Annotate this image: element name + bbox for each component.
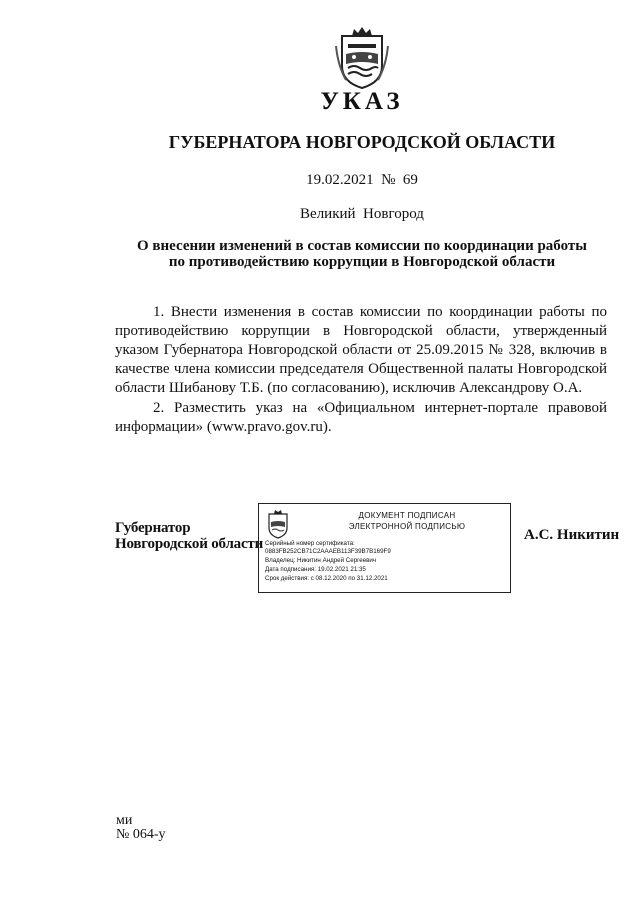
stamp-serial-number: 0883FB252CB71C2AAAEB113F39B7B169F9 <box>265 548 391 555</box>
signer-position <box>115 520 263 552</box>
stamp-owner: Владелец: Никитин Андрей Сергеевич <box>265 557 377 564</box>
document-issuer: ГУБЕРНАТОРА НОВГОРОДСКОЙ ОБЛАСТИ <box>168 132 556 152</box>
document-date-number: 19.02.2021 № 69 <box>306 172 418 188</box>
stamp-validity: Срок действия: с 08.12.2020 по 31.12.2021 <box>265 575 388 582</box>
document-type: УКАЗ <box>320 88 404 115</box>
footer-initials: ми <box>116 813 133 828</box>
stamp-heading <box>307 510 507 532</box>
stamp-coat-of-arms-icon <box>265 509 291 539</box>
document-footer <box>116 814 166 842</box>
body-paragraph-2: 2. Разместить указ на «Официальном интернет-портале правовой информации» (www.pravo.gov.ru). <box>115 400 607 435</box>
electronic-signature-stamp <box>258 503 511 593</box>
stamp-serial-label: Серийный номер сертификата: <box>265 540 355 547</box>
document-city: Великий Новгород <box>300 206 424 222</box>
document-title-line: О внесении изменений в состав комиссии по координации работы <box>137 238 587 254</box>
novgorod-coat-of-arms-icon <box>334 26 390 90</box>
document-title <box>120 238 604 270</box>
document-title-line: по противодействию коррупции в Новгородской области <box>168 254 556 270</box>
signer-name: А.С. Никитин <box>524 527 620 543</box>
signer-position-line: Новгородской области <box>115 536 264 552</box>
footer-number: № 064-у <box>116 827 166 842</box>
stamp-signed-date: Дата подписания: 19.02.2021 21:35 <box>265 566 366 573</box>
signer-position-line: Губернатор <box>115 520 191 536</box>
stamp-heading-line: ЭЛЕКТРОННОЙ ПОДПИСЬЮ <box>348 522 466 531</box>
body-paragraph-1: 1. Внести изменения в состав комиссии по координации работы по противодействию коррупции в Новгородской области, утвержденный указом Губернатора Новгородской области от 25.09.2015 № 328, включив в качестве члена комиссии председателя Общественной палаты Новгородской области Шибанову Т.Б. (по согласованию), исключив Александрову О.А. <box>115 304 607 396</box>
stamp-heading-line: ДОКУМЕНТ ПОДПИСАН <box>358 511 456 520</box>
